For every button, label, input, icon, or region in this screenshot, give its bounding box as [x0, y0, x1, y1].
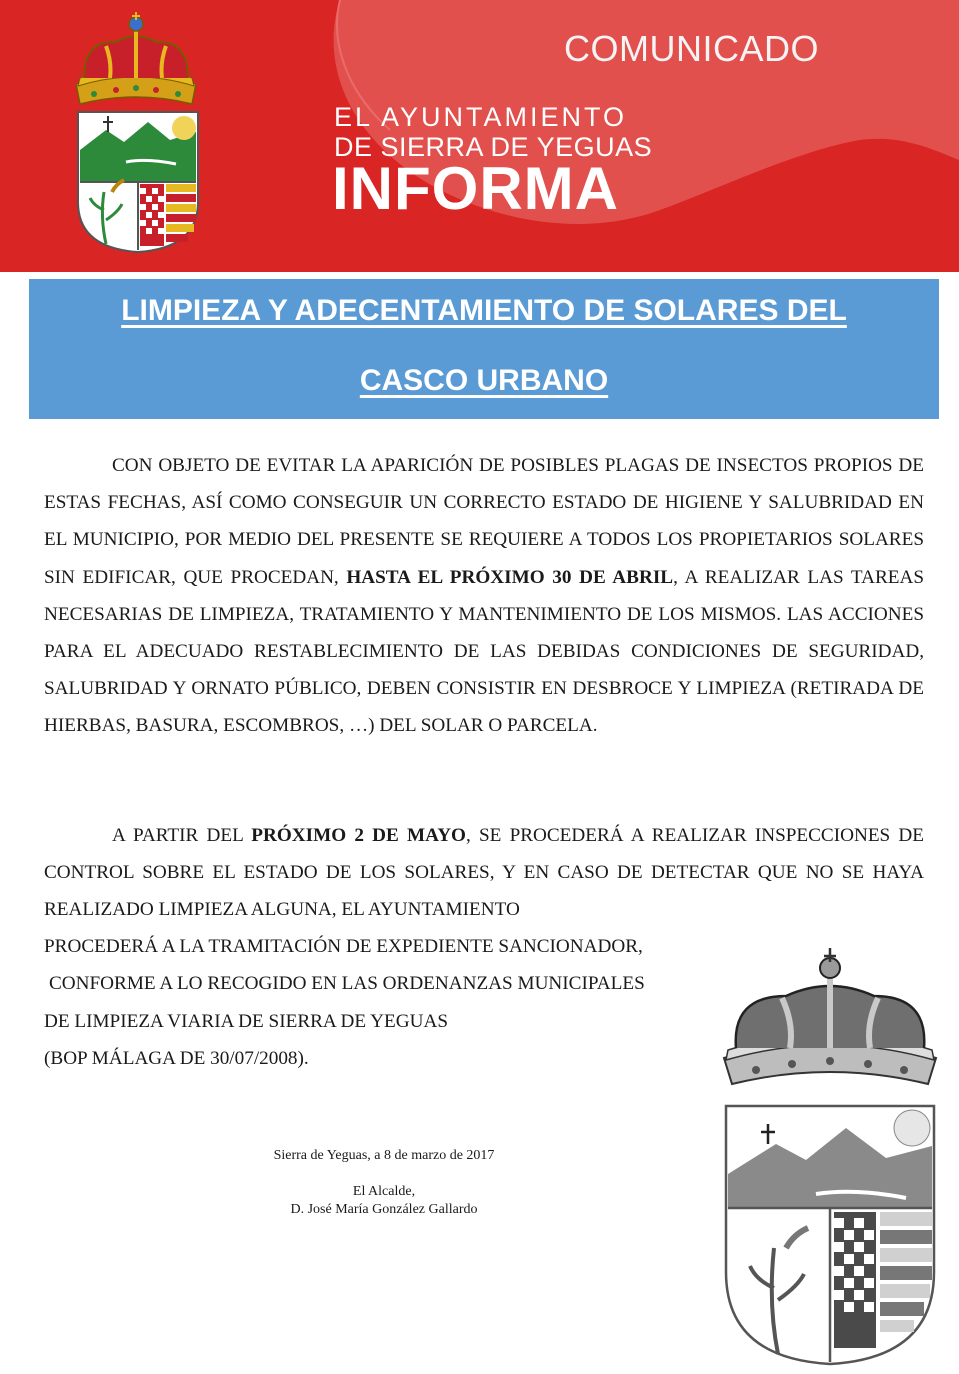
paragraph-2-line-5: CONFORME A LO RECOGIDO EN LAS ORDENANZAS MUNICIPALES — [49, 973, 645, 994]
paragraph-2-line-4: PROCEDERÁ A LA TRAMITACIÓN DE EXPEDIENTE SANCIONADOR, — [44, 936, 643, 957]
signer-name: D. José María González Gallardo — [290, 1202, 478, 1217]
paragraph-1 — [44, 447, 924, 745]
header-banner — [0, 0, 959, 272]
paragraph-2-line-7: (BOP MÁLAGA DE 30/07/2008). — [44, 1048, 309, 1069]
document-title-line-2: CASCO URBANO — [359, 364, 609, 397]
header-line-ayuntamiento: EL AYUNTAMIENTO — [334, 102, 628, 132]
paragraph-2 — [44, 817, 924, 929]
paragraph-1-deadline: HASTA EL PRÓXIMO 30 DE ABRIL — [346, 566, 674, 588]
place-and-date: Sierra de Yeguas, a 8 de marzo de 2017 — [273, 1148, 495, 1163]
comunicado-label: COMUNICADO — [564, 28, 819, 69]
paragraph-2-date: PRÓXIMO 2 DE MAYO — [251, 825, 466, 846]
paragraph-1-text-b: , A REALIZAR LAS TAREAS NECESARIAS DE LIMPIEZA, TRATAMIENTO Y MANTENIMIENTO DE LOS MISMOS. LAS ACCIONES PARA EL ADECUADO RESTABLECIMIENTO DE LAS DEBIDAS CONDICIONES DE SEGURIDAD, SALUBRIDAD Y ORNATO PÚBLICO, DEBEN CONSISTIR EN DESBROCE Y LIMPIEZA (RETIRADA DE HIERBAS, BASURA, ESCOMBROS, …) DEL SOLAR O PARCELA. — [44, 566, 924, 737]
document-title-line-1: LIMPIEZA Y ADECENTAMIENTO DE SOLARES DEL — [121, 294, 847, 327]
paragraph-2-text-a: A PARTIR DEL — [112, 825, 252, 846]
paragraph-1-text-a: CON OBJETO DE EVITAR LA APARICIÓN DE POSIBLES PLAGAS DE INSECTOS PROPIOS DE ESTAS FECHAS, ASÍ COMO CONSEGUIR UN CORRECTO ESTADO DE HIGIENE Y SALUBRIDAD EN EL MUNICIPIO, POR MEDIO DEL PRESENTE SE REQUIERE A TODOS LOS PROPIETARIOS SOLARES SIN EDIFICAR, QUE PROCEDAN, — [44, 455, 924, 588]
paragraph-2-line-6: DE LIMPIEZA VIARIA DE SIERRA DE YEGUAS — [44, 1011, 449, 1032]
header-line-municipality: DE SIERRA DE YEGUAS — [334, 132, 653, 162]
title-band — [29, 279, 939, 419]
signer-title: El Alcalde, — [352, 1184, 416, 1199]
municipal-coat-of-arms-icon — [66, 12, 206, 258]
paragraph-2-text-b: , SE PROCEDERÁ A REALIZAR INSPECCIONES DE CONTROL SOBRE EL ESTADO DE LOS SOLARES, Y EN CASO DE DETECTAR QUE NO SE HAYA REALIZADO LIMPIEZA ALGUNA, EL AYUNTAMIENTO — [44, 825, 924, 921]
grayscale-coat-of-arms-icon — [716, 948, 944, 1368]
header-informa: INFORMA — [332, 155, 619, 222]
